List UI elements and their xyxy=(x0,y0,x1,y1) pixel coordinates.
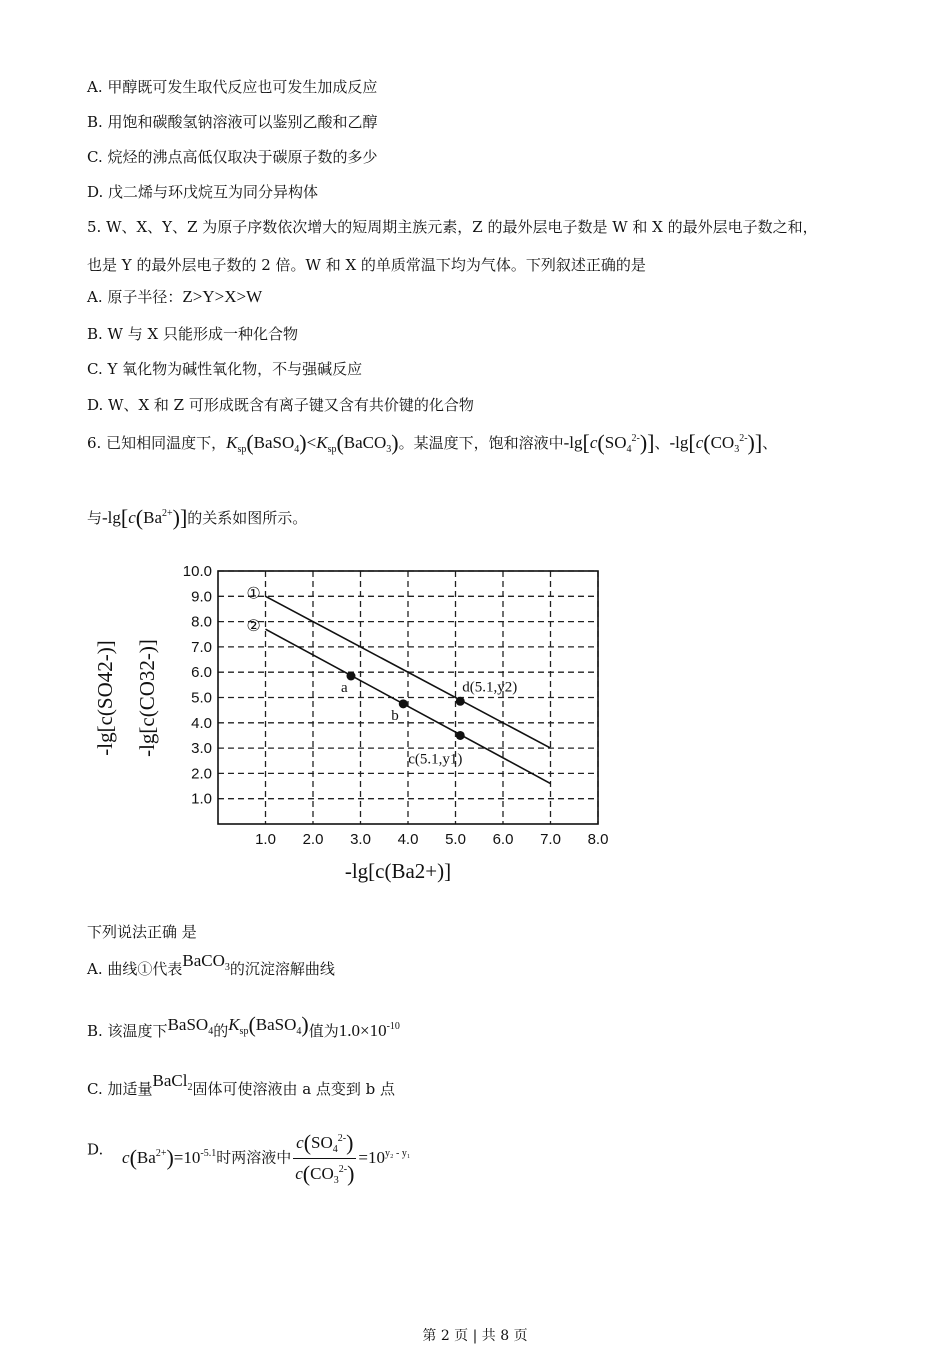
q6-option-b: B. 该温度下BaSO$_4$的$K_{sp}(BaSO_4)$值为$1.0\times 10^{-10}$ xyxy=(87,1012,400,1040)
data-point xyxy=(347,671,356,680)
x-tick-label: 1.0 xyxy=(255,831,276,848)
x-tick-label: 6.0 xyxy=(492,831,514,848)
q5-option-d: D. W、X 和 Z 可形成既含有离子键又含有共价键的化合物 xyxy=(87,396,474,414)
q4-option-a: A. 甲醇既可发生取代反应也可发生加成反应 xyxy=(87,78,378,96)
x-tick-label: 7.0 xyxy=(540,831,561,848)
series-label-2: ② xyxy=(246,616,261,636)
x-tick-label: 8.0 xyxy=(587,831,609,848)
y-tick-label: 3.0 xyxy=(191,740,212,758)
q6-question: 下列说法正确 是 xyxy=(87,923,197,941)
atomic-radius-order: Z>Y>X>W xyxy=(182,287,263,306)
q5-option-a: A. 原子半径：Z>Y>X>W xyxy=(87,287,263,306)
y-tick-label: 5.0 xyxy=(191,689,212,707)
q6-stem-line1: 6. 已知相同温度下，$K_{sp}(BaSO_4)<K_{sp}(BaCO_3)$。某温度下，饱和溶液中$-\lg[c(SO_4^{2-})]$、$-\lg[c(CO_3^{2-})]$、 xyxy=(87,430,778,455)
y-tick-label: 1.0 xyxy=(191,790,212,808)
data-point xyxy=(456,731,465,740)
solubility-chart xyxy=(90,560,630,890)
data-point-label: c(5.1,y1) xyxy=(408,751,463,768)
q6-stem-line2: 与$-\lg[c(Ba^{2+})]$的关系如图所示。 xyxy=(87,505,308,530)
y-tick-label: 9.0 xyxy=(191,588,212,606)
y-tick-label: 6.0 xyxy=(191,664,212,682)
q4-option-d: D. 戊二烯与环戊烷互为同分异构体 xyxy=(87,183,319,201)
q6-option-d: D. $c(Ba^{2+})=10^{-5.1}$时两溶液中 $\frac{c(SO_4^{2-})}{c(CO_3^{2-})}$ $=10^{y_2 - y_1}$ xyxy=(87,1130,411,1186)
q4-option-b: B. 用饱和碳酸氢钠溶液可以鉴别乙酸和乙醇 xyxy=(87,113,378,131)
page-footer: 第 2 页 | 共 8 页 xyxy=(422,1328,528,1344)
q6-option-c: C. 加适量BaCl$_2$固体可使溶液由 a 点变到 b 点 xyxy=(87,1071,396,1098)
y-tick-label: 4.0 xyxy=(191,714,212,732)
data-point-label: d(5.1,y2) xyxy=(462,679,518,696)
x-tick-label: 2.0 xyxy=(302,831,324,848)
concentration-ratio: $\frac{c(SO_4^{2-})}{c(CO_3^{2-})}$ xyxy=(295,1130,355,1186)
y-tick-label: 8.0 xyxy=(191,613,212,631)
q5-option-b: B. W 与 X 只能形成一种化合物 xyxy=(87,325,298,343)
ksp-inequality: $K_{sp}(BaSO_4)<K_{sp}(BaCO_3)$ xyxy=(226,430,399,455)
x-tick-label: 4.0 xyxy=(397,831,419,848)
neg-lg-carbonate: $-\lg[c(CO_3^{2-})]$ xyxy=(669,430,763,455)
series-label-1: ① xyxy=(246,583,261,603)
y-axis-label-carbonate: -lg[c(CO32-)] xyxy=(135,639,159,757)
q5-stem-line1: 5. W、X、Y、Z 为原子序数依次增大的短周期主族元素，Z 的最外层电子数是 W 和 X 的最外层电子数之和， xyxy=(87,218,818,236)
data-point xyxy=(456,697,465,706)
q5-stem-line2: 也是 Y 的最外层电子数的 2 倍。W 和 X 的单质常温下均为气体。下列叙述正确的是 xyxy=(87,256,646,274)
y-axis-label-sulfate: -lg[c(SO42-)] xyxy=(93,640,117,756)
data-point-label: a xyxy=(341,679,348,696)
y-tick-label: 7.0 xyxy=(191,638,212,656)
neg-lg-barium: $-\lg[c(Ba^{2+})]$ xyxy=(102,505,188,530)
x-axis-label: -lg[c(Ba2+)] xyxy=(344,859,452,883)
y-tick-label: 2.0 xyxy=(191,765,212,783)
data-point-label: b xyxy=(391,707,399,724)
q4-option-c: C. 烷烃的沸点高低仅取决于碳原子数的多少 xyxy=(87,148,378,166)
y-tick-label: 10.0 xyxy=(182,563,212,580)
neg-lg-sulfate: $-\lg[c(SO_4^{2-})]$ xyxy=(563,430,655,455)
data-point xyxy=(399,699,408,708)
q5-option-c: C. Y 氧化物为碱性氧化物，不与强碱反应 xyxy=(87,360,363,378)
q6-option-a: A. 曲线①代表BaCO$_3$的沉淀溶解曲线 xyxy=(87,951,335,978)
x-tick-label: 5.0 xyxy=(445,831,466,848)
x-tick-label: 3.0 xyxy=(350,831,371,848)
